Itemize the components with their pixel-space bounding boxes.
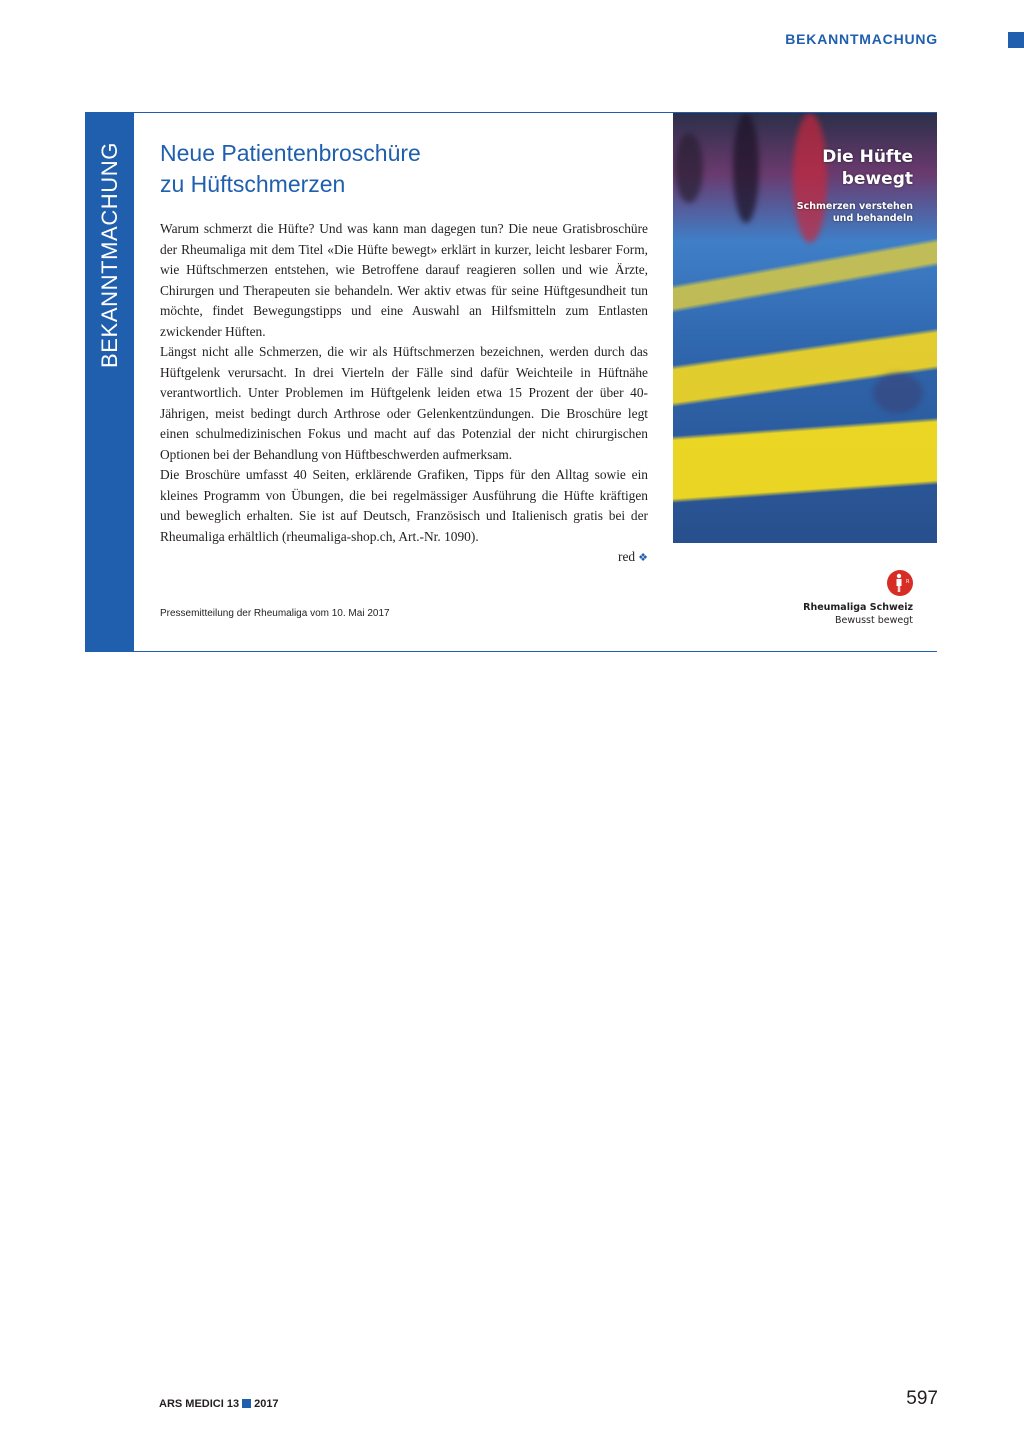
logo-name: Rheumaliga Schweiz <box>803 602 913 613</box>
source-note: Pressemitteilung der Rheumaliga vom 10. Mai 2017 <box>160 608 390 619</box>
article-title <box>160 138 580 200</box>
logo-tagline: Bewusst bewegt <box>834 615 913 626</box>
paragraph: Warum schmerzt die Hüfte? Und was kann man dagegen tun? Die neue Gratisbroschüre der Rheumaliga mit dem Titel «Die Hüfte bewegt» erklärt in kurzer, leicht lesbarer Form, wie Hüftschmerzen entstehen, wie Betroffene darauf reagieren sollen und wie Ärzte, Chirurgen und Therapeuten sie behandeln. Wer aktiv etwas für seine Hüftgesundheit tun möchte, findet Bewegungstipps und eine Auswahl an Hilfsmitteln zum Entlasten zwickender Hüften. <box>160 221 648 339</box>
figure-shape <box>873 373 923 413</box>
end-mark-icon: ❖ <box>638 552 648 564</box>
figure-shape <box>733 113 759 223</box>
brochure-subtitle-line1: Schmerzen verstehen <box>796 201 913 212</box>
article-title-line2: zu Hüftschmerzen <box>160 171 346 197</box>
signature-text: red <box>618 549 636 564</box>
brochure-title-line1: Die Hüfte <box>822 147 913 167</box>
svg-text:R: R <box>906 579 910 585</box>
article-title-line1: Neue Patientenbroschüre <box>160 140 421 166</box>
author-signature <box>160 547 648 569</box>
journal-name: ARS MEDICI 13 <box>159 1398 240 1410</box>
article-box <box>85 112 937 652</box>
brochure-title-line2: bewegt <box>841 169 913 189</box>
journal-footer <box>159 1398 279 1410</box>
figure-shape <box>675 133 703 203</box>
section-label: BEKANNTMACHUNG <box>785 31 938 47</box>
brochure-cover <box>673 113 937 543</box>
brochure-subtitle <box>797 201 913 225</box>
side-bar <box>86 113 134 651</box>
brochure-logo-area <box>673 543 937 651</box>
article-body <box>160 219 648 569</box>
side-bar-label: BEKANNTMACHUNG <box>97 142 122 368</box>
page-number: 597 <box>906 1388 938 1409</box>
journal-year: 2017 <box>254 1398 279 1410</box>
footer-marker <box>242 1399 251 1408</box>
section-marker <box>1008 32 1024 48</box>
brochure-subtitle-line2: und behandeln <box>832 213 913 224</box>
brochure-title <box>822 146 913 190</box>
paragraph: Die Broschüre umfasst 40 Seiten, erklärende Grafiken, Tipps für den Alltag sowie ein kleines Programm von Übungen, die bei regelmässiger Ausführung die Hüfte kräftigen und beweglich erhalten. Sie ist auf Deutsch, Französisch und Italienisch gratis bei der Rheumaliga erhältlich (rheumaliga-shop.ch, Art.-Nr. 1090). <box>160 467 648 544</box>
paragraph: Längst nicht alle Schmerzen, die wir als Hüftschmerzen bezeichnen, werden durch das Hüftgelenk verursacht. In drei Vierteln der Fälle sind dafür Weichteile in Hüftnähe verantwortlich. Unter Problemen im Hüftgelenk leiden etwa 15 Prozent der über 40-Jährigen, meist bedingt durch Arthrose oder Gelenkentzündungen. Die Broschüre legt einen schulmedizinischen Fokus und macht auf das Potenzial der nicht chirurgischen Optionen bei der Behandlung von Hüftbeschwerden aufmerksam. <box>160 344 648 462</box>
rheumaliga-figure-icon <box>887 570 913 596</box>
